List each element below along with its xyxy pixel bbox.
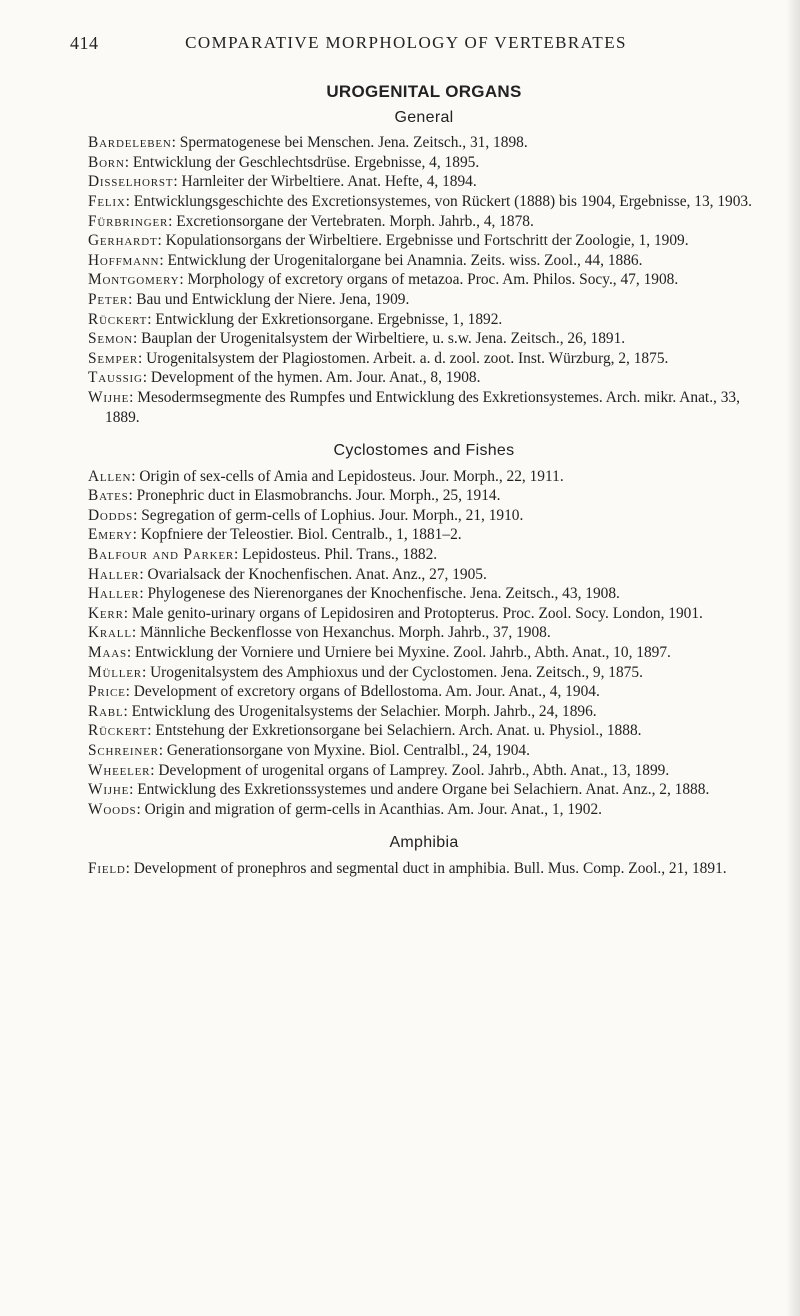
entry-author: Bates [88,487,129,505]
bibliography-entry: Wheeler: Development of urogenital organs of Lamprey. Zool. Jahrb., Abth. Anat., 13, 1899. [88,761,670,779]
entry-citation: Entwicklung der Exkretionsorgane. Ergebnisse, 1, 1892. [155,310,503,328]
entry-author: Wijhe [88,781,130,799]
bibliography-entry: Peter: Bau und Entwicklung der Niere. Jena, 1909. [88,290,410,308]
bibliography-entry: Born: Entwicklung der Geschlechtsdrüse. Ergebnisse, 4, 1895. [88,153,480,171]
entry-citation: Entwicklung der Geschlechtsdrüse. Ergebnisse, 4, 1895. [132,153,480,171]
bibliography-entry: Bates: Pronephric duct in Elasmobranchs. Jour. Morph., 25, 1914. [88,487,501,505]
bibliography-entry: Field: Development of pronephros and segmental duct in amphibia. Bull. Mus. Comp. Zool., 21, 1891. [88,859,727,877]
entry-author: Wheeler [88,761,151,779]
entry-citation: Male genito-urinary organs of Lepidosiren and Protopterus. Proc. Zool. Socy. London, 1901. [131,604,703,622]
section-heading: Amphibia [389,834,459,852]
entry-author: Semper [88,349,139,367]
entry-citation: Bauplan der Urogenitalsystem der Wirbeltiere, u. s.w. Jena. Zeitsch., 26, 1891. [141,330,626,348]
entry-author: Hoffmann [88,251,160,269]
bibliography-entry: Rückert: Entstehung der Exkretionsorgane bei Selachiern. Arch. Anat. u. Physiol., 1888. [88,722,642,740]
page-number: 414 [70,33,99,53]
entry-citation: Kopfniere der Teleostier. Biol. Centralb., 1, 1881–2. [140,526,462,544]
bibliography-entry: Allen: Origin of sex-cells of Amia and Lepidosteus. Jour. Morph., 22, 1911. [88,467,564,485]
page-content [88,82,760,879]
bibliography-entry: Kerr: Male genito-urinary organs of Lepidosiren and Protopterus. Proc. Zool. Socy. London, 1901. [88,604,703,622]
entry-citation: Urogenitalsystem der Plagiostomen. Arbeit. a. d. zool. zoot. Inst. Würzburg, 2, 1875. [146,349,669,367]
entry-citation: Entstehung der Exkretionsorgane bei Selachiern. Arch. Anat. u. Physiol., 1888. [155,722,642,740]
entry-citation: Kopulationsorgans der Wirbeltiere. Ergebnisse und Fortschritt der Zoologie, 1, 1909. [165,232,689,250]
entry-author: Montgomery [88,271,180,289]
bibliography-entry: Semon: Bauplan der Urogenitalsystem der Wirbeltiere, u. s.w. Jena. Zeitsch., 26, 1891. [88,330,626,348]
bibliography-entry: Hoffmann: Entwicklung der Urogenitalorgane bei Anamnia. Zeits. wiss. Zool., 44, 1886. [88,251,643,269]
entry-citation: Entwicklung der Vorniere und Urniere bei Myxine. Zool. Jahrb., Abth. Anat., 10, 1897. [135,644,671,662]
entry-author: Emery [88,526,133,544]
bibliography-entry: Price: Development of excretory organs of Bdellostoma. Am. Jour. Anat., 4, 1904. [88,683,600,701]
entry-author: Kerr [88,604,124,622]
entry-author: Allen [88,467,132,485]
entry-author: Semon [88,330,133,348]
entry-citation: Entwicklung des Exkretionssystemes und andere Organe bei Selachiern. Anat. Anz., 2, 1888. [137,781,710,799]
bibliography-entry: Wijhe: Mesodermsegmente des Rumpfes und Entwicklung des Exkretionsystemes. Arch. mikr. Anat., 33, 1889. [88,388,740,426]
entry-author: Fürbringer [88,212,169,230]
bibliography-entry: Emery: Kopfniere der Teleostier. Biol. Centralb., 1, 1881–2. [88,526,462,544]
bibliography-section [88,833,760,878]
entry-citation: Development of the hymen. Am. Jour. Anat., 8, 1908. [150,369,481,387]
bibliography-entry: Disselhorst: Harnleiter der Wirbeltiere. Anat. Hefte, 4, 1894. [88,173,477,191]
entry-author: Disselhorst [88,173,174,191]
bibliography-entry: Montgomery: Morphology of excretory organs of metazoa. Proc. Am. Philos. Socy., 47, 1908. [88,271,679,289]
entry-author: Dodds [88,506,134,524]
entry-citation: Männliche Beckenflosse von Hexanchus. Morph. Jahrb., 37, 1908. [139,624,551,642]
entry-author: Krall [88,624,132,642]
entry-citation: Entwicklung des Urogenitalsystems der Selachier. Morph. Jahrb., 24, 1896. [131,702,597,720]
entry-citation: Entwicklung der Urogenitalorgane bei Anamnia. Zeits. wiss. Zool., 44, 1886. [167,251,643,269]
bibliography-entry: Dodds: Segregation of germ-cells of Lophius. Jour. Morph., 21, 1910. [88,506,524,524]
entry-citation: Phylogenese des Nierenorganes der Knochenfische. Jena. Zeitsch., 43, 1908. [147,585,620,603]
bibliography-entry: Balfour and Parker: Lepidosteus. Phil. Trans., 1882. [88,546,438,564]
entry-author: Rückert [88,722,148,740]
bibliography-entry: Felix: Entwicklungsgeschichte des Excretionsystemes, von Rückert (1888) bis 1904, Ergebnisse, 13, 1903. [88,192,752,210]
entry-citation: Development of excretory organs of Bdellostoma. Am. Jour. Anat., 4, 1904. [133,683,600,701]
page-edge-shadow [786,0,800,1316]
bibliography-entry: Taussig: Development of the hymen. Am. Jour. Anat., 8, 1908. [88,369,481,387]
entry-author: Woods [88,800,137,818]
entry-citation: Origin and migration of germ-cells in Acanthias. Am. Jour. Anat., 1, 1902. [144,800,602,818]
section-heading: Cyclostomes and Fishes [333,442,515,460]
entry-author: Born [88,153,125,171]
entry-citation: Generationsorgane von Myxine. Biol. Centralbl., 24, 1904. [166,742,530,759]
main-title: UROGENITAL ORGANS [326,82,522,101]
entry-author: Balfour and Parker [88,546,235,564]
bibliography-section [88,441,760,819]
entry-author: Maas [88,644,127,662]
entry-author: Bardeleben [88,134,172,152]
entry-author: Rückert [88,310,148,328]
running-head: COMPARATIVE MORPHOLOGY OF VERTEBRATES [185,33,627,52]
bibliography-entry: Semper: Urogenitalsystem der Plagiostomen. Arbeit. a. d. zool. zoot. Inst. Würzburg, 2, 1875. [88,349,669,367]
entry-citation: Mesodermsegmente des Rumpfes und Entwicklung des Exkretionsystemes. Arch. mikr. Anat., 33, 1889. [105,388,740,426]
bibliography-entry: Müller: Urogenitalsystem des Amphioxus und der Cyclostomen. Jena. Zeitsch., 9, 1875. [88,663,643,681]
bibliography-entry: Haller: Phylogenese des Nierenorganes der Knochenfische. Jena. Zeitsch., 43, 1908. [88,585,620,603]
entry-citation: Ovarialsack der Knochenfischen. Anat. Anz., 27, 1905. [147,565,487,583]
page-header [70,33,742,63]
entry-citation: Development of pronephros and segmental duct in amphibia. Bull. Mus. Comp. Zool., 21, 1891. [133,859,727,877]
bibliography-entry: Woods: Origin and migration of germ-cells in Acanthias. Am. Jour. Anat., 1, 1902. [88,800,602,818]
entry-citation: Origin of sex-cells of Amia and Lepidosteus. Jour. Morph., 22, 1911. [139,467,564,485]
bibliography-entry: Krall: Männliche Beckenflosse von Hexanchus. Morph. Jahrb., 37, 1908. [88,624,551,642]
bibliography-entry: Gerhardt: Kopulationsorgans der Wirbeltiere. Ergebnisse und Fortschritt der Zoologie, 1, 1909. [88,232,689,250]
entry-author: Field [88,859,126,877]
entry-citation: Entwicklungsgeschichte des Excretionsystemes, von Rückert (1888) bis 1904, Ergebnisse, 13, 1903. [133,192,752,210]
bibliography-entry: Schreiner: Generationsorgane von Myxine. Biol. Centralbl., 24, 1904. [88,742,530,759]
entry-citation: Excretionsorgane der Vertebraten. Morph. Jahrb., 4, 1878. [176,212,534,230]
entry-author: Peter [88,290,129,308]
entry-author: Taussig [88,369,143,387]
bibliography-entry: Fürbringer: Excretionsorgane der Vertebraten. Morph. Jahrb., 4, 1878. [88,212,534,230]
bibliography-section [88,108,760,428]
entry-citation: Pronephric duct in Elasmobranchs. Jour. Morph., 25, 1914. [136,487,501,505]
bibliography-entry: Rabl: Entwicklung des Urogenitalsystems der Selachier. Morph. Jahrb., 24, 1896. [88,702,597,720]
entry-author: Rabl [88,702,124,720]
entry-citation: Lepidosteus. Phil. Trans., 1882. [242,546,438,564]
entry-author: Wijhe [88,388,130,406]
entry-author: Müller [88,663,142,681]
entry-citation: Segregation of germ-cells of Lophius. Jour. Morph., 21, 1910. [141,506,524,524]
entry-author: Gerhardt [88,232,158,250]
bibliography-entry: Rückert: Entwicklung der Exkretionsorgane. Ergebnisse, 1, 1892. [88,310,503,328]
entry-citation: Urogenitalsystem des Amphioxus und der Cyclostomen. Jena. Zeitsch., 9, 1875. [150,663,643,681]
entry-author: Haller [88,565,140,583]
entry-citation: Bau und Entwicklung der Niere. Jena, 1909. [136,290,410,308]
entry-author: Price [88,683,126,701]
entry-author: Felix [88,192,126,210]
entry-author: Haller [88,585,140,603]
entry-citation: Harnleiter der Wirbeltiere. Anat. Hefte, 4, 1894. [181,173,477,191]
bibliography-entry: Wijhe: Entwicklung des Exkretionssystemes und andere Organe bei Selachiern. Anat. Anz., 2, 1888. [88,781,710,799]
entry-citation: Development of urogenital organs of Lamprey. Zool. Jahrb., Abth. Anat., 13, 1899. [158,761,670,779]
bibliography-entry: Bardeleben: Spermatogenese bei Menschen. Jena. Zeitsch., 31, 1898. [88,134,528,152]
bibliography-sections [88,108,760,879]
section-heading: General [394,108,454,126]
entry-citation: Spermatogenese bei Menschen. Jena. Zeitsch., 31, 1898. [179,134,528,152]
bibliography-entry: Maas: Entwicklung der Vorniere und Urniere bei Myxine. Zool. Jahrb., Abth. Anat., 10, 1897. [88,644,671,662]
entry-citation: Morphology of excretory organs of metazoa. Proc. Am. Philos. Socy., 47, 1908. [187,271,679,289]
entry-author: Schreiner [88,742,159,759]
bibliography-entry: Haller: Ovarialsack der Knochenfischen. Anat. Anz., 27, 1905. [88,565,487,583]
